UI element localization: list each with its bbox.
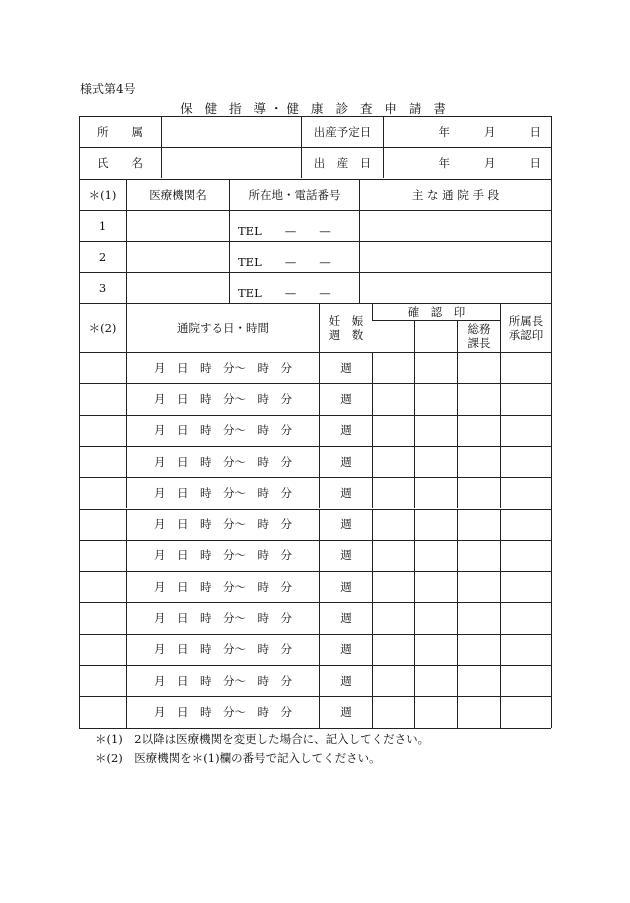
transport-field[interactable] <box>359 210 551 241</box>
clinic-row <box>79 241 551 272</box>
row-divider <box>79 415 551 416</box>
row-divider <box>79 571 551 572</box>
row-divider <box>79 634 551 635</box>
row-divider <box>79 477 551 478</box>
visit-datetime-field[interactable]: 月 日 時 分～ 時 分 <box>126 352 319 383</box>
stamp-field[interactable] <box>414 665 457 696</box>
visit-datetime-field[interactable]: 月 日 時 分～ 時 分 <box>126 446 319 477</box>
general-affairs-stamp-field[interactable] <box>457 665 500 696</box>
pregnancy-weeks-field[interactable]: 週 <box>319 446 372 477</box>
year-unit: 年 <box>438 124 450 139</box>
visit-marker-field[interactable] <box>79 477 126 508</box>
stamp-field[interactable] <box>414 415 457 446</box>
stamp-field[interactable] <box>372 634 414 665</box>
pregnancy-weeks-field[interactable]: 週 <box>319 696 372 727</box>
stamp-field[interactable] <box>414 352 457 383</box>
general-affairs-header <box>457 320 500 352</box>
row-divider <box>79 210 551 211</box>
row-divider <box>79 665 551 666</box>
pregnancy-weeks-field[interactable]: 週 <box>319 352 372 383</box>
affiliation-field[interactable] <box>161 116 301 147</box>
visit-row <box>79 540 551 571</box>
approval-stamp-header <box>500 303 551 352</box>
pregnancy-weeks-header <box>319 303 372 352</box>
table-left-border <box>79 116 80 728</box>
due-date-label: 出産予定日 <box>301 116 383 147</box>
visit-datetime-field[interactable]: 月 日 時 分～ 時 分 <box>126 383 319 414</box>
approval-stamp-field[interactable] <box>500 509 551 540</box>
general-affairs-stamp-field[interactable] <box>457 446 500 477</box>
approval-stamp-field[interactable] <box>500 446 551 477</box>
visit-marker-field[interactable] <box>79 415 126 446</box>
general-affairs-stamp-field[interactable] <box>457 415 500 446</box>
general-affairs-stamp-field[interactable] <box>457 383 500 414</box>
pregnancy-weeks-field[interactable]: 週 <box>319 540 372 571</box>
visit-datetime-field[interactable]: 月 日 時 分～ 時 分 <box>126 509 319 540</box>
row-divider <box>79 352 551 353</box>
birth-date-field[interactable] <box>383 147 551 178</box>
stamp-field[interactable] <box>372 446 414 477</box>
general-affairs-stamp-field[interactable] <box>457 602 500 633</box>
institution-field[interactable] <box>126 241 229 272</box>
clinic-row <box>79 272 551 303</box>
visit-marker-field[interactable] <box>79 383 126 414</box>
clinic-header-row <box>79 179 551 210</box>
stamp-field[interactable] <box>414 383 457 414</box>
row-divider <box>79 303 551 304</box>
visit-marker-field[interactable] <box>79 352 126 383</box>
note-2: ＊(2) 医療機関を＊(1)欄の番号で記入してください。 <box>95 751 381 765</box>
general-affairs-stamp-field[interactable] <box>457 540 500 571</box>
stamp-field[interactable] <box>372 509 414 540</box>
row-divider <box>79 446 551 447</box>
stamp-field[interactable] <box>414 634 457 665</box>
general-affairs-stamp-field[interactable] <box>457 509 500 540</box>
visit-row <box>79 509 551 540</box>
pregnancy-weeks-field[interactable]: 週 <box>319 634 372 665</box>
pregnancy-weeks-field[interactable]: 週 <box>319 477 372 508</box>
pregnancy-weeks-bottom: 週 数 <box>328 327 364 342</box>
clinic-marker-header: ＊(1) <box>88 187 117 202</box>
stamp-field[interactable] <box>372 352 414 383</box>
header-row-name <box>79 147 551 178</box>
visit-datetime-field[interactable]: 月 日 時 分～ 時 分 <box>126 540 319 571</box>
stamp-field[interactable] <box>414 696 457 727</box>
visit-datetime-field[interactable]: 月 日 時 分～ 時 分 <box>126 665 319 696</box>
general-affairs-stamp-field[interactable] <box>457 352 500 383</box>
visit-row <box>79 696 551 727</box>
form-number: 様式第4号 <box>80 82 136 96</box>
approval-stamp-field[interactable] <box>500 415 551 446</box>
institution-field[interactable] <box>126 210 229 241</box>
row-divider <box>79 602 551 603</box>
approval-stamp-field[interactable] <box>500 602 551 633</box>
stamp-field[interactable] <box>372 383 414 414</box>
institution-field[interactable] <box>126 272 229 303</box>
general-affairs-bottom: 課長 <box>467 336 491 350</box>
confirmation-divider <box>372 320 500 321</box>
birth-date-label: 出 産 日 <box>301 147 383 178</box>
visit-datetime-header: 通院する日・時間 <box>126 303 319 352</box>
month-unit: 月 <box>484 124 496 139</box>
pregnancy-weeks-top: 妊 娠 <box>328 313 364 328</box>
visit-row <box>79 477 551 508</box>
approval-top: 所属長 <box>508 313 544 328</box>
month-unit: 月 <box>484 155 496 170</box>
row-divider <box>79 116 551 117</box>
pregnancy-weeks-field[interactable]: 週 <box>319 602 372 633</box>
visit-row <box>79 571 551 602</box>
stamp-field[interactable] <box>414 602 457 633</box>
due-date-field[interactable] <box>383 116 551 147</box>
visit-marker-field[interactable] <box>79 696 126 727</box>
stamp-field[interactable] <box>372 415 414 446</box>
phone-field[interactable]: TEL — — <box>229 272 359 303</box>
visit-row <box>79 634 551 665</box>
row-divider <box>79 179 551 180</box>
name-field[interactable] <box>161 147 301 178</box>
day-unit: 日 <box>529 155 541 170</box>
stamp-field[interactable] <box>414 571 457 602</box>
visit-marker-field[interactable] <box>79 540 126 571</box>
note-1: ＊(1) 2以降は医療機関を変更した場合に、記入してください。 <box>95 732 430 746</box>
visit-row <box>79 602 551 633</box>
approval-stamp-field[interactable] <box>500 634 551 665</box>
phone-field[interactable]: TEL — — <box>229 210 359 241</box>
visit-marker-field[interactable] <box>79 509 126 540</box>
approval-stamp-field[interactable] <box>500 477 551 508</box>
visit-row <box>79 383 551 414</box>
pregnancy-weeks-field[interactable]: 週 <box>319 571 372 602</box>
header-row-affiliation <box>79 116 551 147</box>
phone-field[interactable]: TEL — — <box>229 241 359 272</box>
visit-datetime-field[interactable]: 月 日 時 分～ 時 分 <box>126 634 319 665</box>
visit-marker-field[interactable] <box>79 665 126 696</box>
stamp-field[interactable] <box>414 446 457 477</box>
pregnancy-weeks-field[interactable]: 週 <box>319 383 372 414</box>
stamp-field[interactable] <box>372 602 414 633</box>
row-divider <box>79 509 551 510</box>
row-divider <box>79 241 551 242</box>
transport-field[interactable] <box>359 241 551 272</box>
approval-stamp-field[interactable] <box>500 383 551 414</box>
row-divider <box>79 696 551 697</box>
visit-datetime-field[interactable]: 月 日 時 分～ 時 分 <box>126 415 319 446</box>
clinic-number: 1 <box>98 218 107 233</box>
general-affairs-stamp-field[interactable] <box>457 477 500 508</box>
clinic-number: 3 <box>98 280 107 295</box>
stamp-field[interactable] <box>414 477 457 508</box>
address-phone-header: 所在地・電話番号 <box>229 179 359 210</box>
stamp-field[interactable] <box>372 665 414 696</box>
general-affairs-stamp-field[interactable] <box>457 634 500 665</box>
stamp-field[interactable] <box>414 509 457 540</box>
general-affairs-stamp-field[interactable] <box>457 696 500 727</box>
confirmation-stamp-header: 確 認 印 <box>372 303 500 320</box>
visit-marker-field[interactable] <box>79 571 126 602</box>
pregnancy-weeks-field[interactable]: 週 <box>319 509 372 540</box>
stamp-field[interactable] <box>372 477 414 508</box>
name-label: 氏 名 <box>97 155 143 170</box>
stamp-field[interactable] <box>372 696 414 727</box>
visit-datetime-field[interactable]: 月 日 時 分～ 時 分 <box>126 696 319 727</box>
approval-stamp-field[interactable] <box>500 571 551 602</box>
visit-datetime-field[interactable]: 月 日 時 分～ 時 分 <box>126 477 319 508</box>
form-title: 保 健 指 導・健 康 診 査 申 請 書 <box>180 101 450 116</box>
visit-marker-field[interactable] <box>79 602 126 633</box>
visit-header-row <box>79 303 551 352</box>
pregnancy-weeks-field[interactable]: 週 <box>319 415 372 446</box>
visit-row <box>79 352 551 383</box>
stamp-field[interactable] <box>372 571 414 602</box>
approval-stamp-field[interactable] <box>500 352 551 383</box>
general-affairs-stamp-field[interactable] <box>457 571 500 602</box>
approval-stamp-field[interactable] <box>500 696 551 727</box>
affiliation-label: 所 属 <box>97 124 143 139</box>
table-right-border <box>551 116 552 728</box>
row-divider <box>79 272 551 273</box>
stamp-divider-1 <box>414 320 415 352</box>
row-divider <box>79 728 551 729</box>
approval-stamp-field[interactable] <box>500 665 551 696</box>
institution-header: 医療機関名 <box>126 179 229 210</box>
visit-row <box>79 415 551 446</box>
visit-marker-header: ＊(2) <box>88 320 117 335</box>
approval-bottom: 承認印 <box>508 327 544 342</box>
row-divider <box>79 383 551 384</box>
visit-marker-field[interactable] <box>79 634 126 665</box>
visit-datetime-field[interactable]: 月 日 時 分～ 時 分 <box>126 571 319 602</box>
general-affairs-top: 総務 <box>467 322 491 336</box>
approval-stamp-field[interactable] <box>500 540 551 571</box>
visit-row <box>79 665 551 696</box>
visit-datetime-field[interactable]: 月 日 時 分～ 時 分 <box>126 602 319 633</box>
row-divider <box>79 540 551 541</box>
stamp-field[interactable] <box>414 540 457 571</box>
clinic-number: 2 <box>98 249 107 264</box>
transport-header: 主 な 通 院 手 段 <box>359 179 551 210</box>
clinic-row <box>79 210 551 241</box>
visit-marker-field[interactable] <box>79 446 126 477</box>
visit-row <box>79 446 551 477</box>
stamp-field[interactable] <box>372 540 414 571</box>
transport-field[interactable] <box>359 272 551 303</box>
day-unit: 日 <box>529 124 541 139</box>
row-divider <box>79 147 551 148</box>
year-unit: 年 <box>438 155 450 170</box>
pregnancy-weeks-field[interactable]: 週 <box>319 665 372 696</box>
